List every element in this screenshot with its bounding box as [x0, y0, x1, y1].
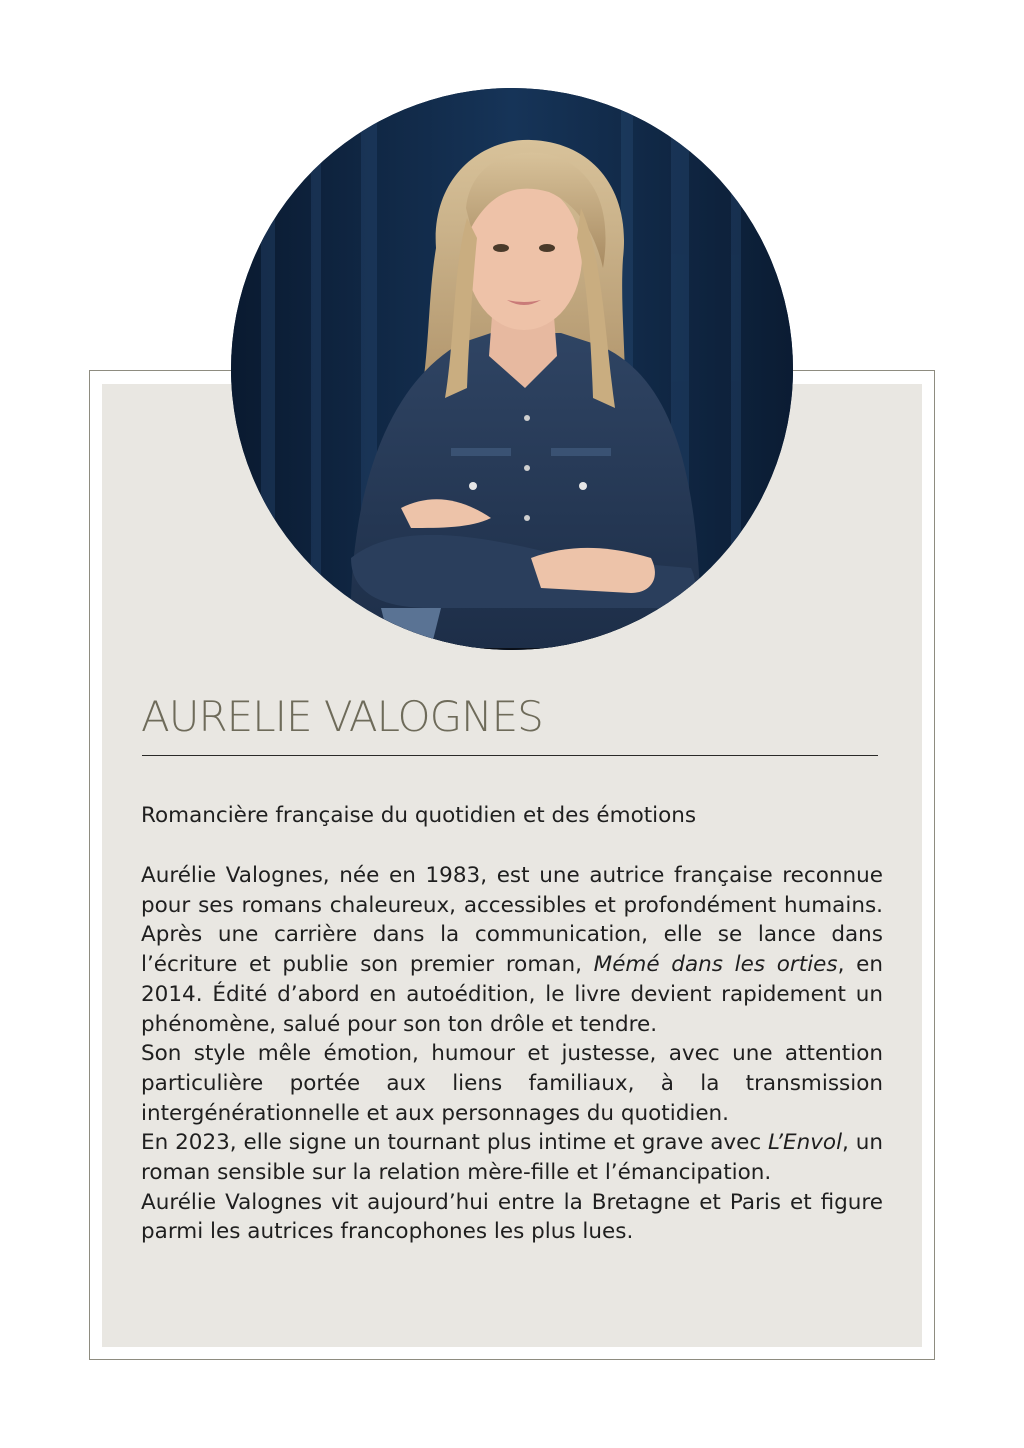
bio-text: En 2023, elle signe un tournant plus intime et grave avec — [141, 1130, 769, 1156]
bio-text: , un roman sensible sur la relation mère-fille et l’émancipation. — [141, 1130, 884, 1186]
book-title-lenvol: L’Envol — [768, 1130, 843, 1156]
heading-divider — [142, 755, 878, 756]
bio-text: , en 2014. Édité d’abord en autoédition, le livre devient rapidement un phénomène, salué pour son ton drôle et tendre. — [141, 952, 883, 1037]
author-portrait — [231, 88, 793, 650]
bio-paragraph-4: Aurélie Valognes vit aujourd’hui entre la Bretagne et Paris et figure parmi les autrices francophones les plus lues. — [141, 1189, 883, 1245]
bio-paragraph-2: Son style mêle émotion, humour et justesse, avec une attention particulière portée aux liens familiaux, à la transmission intergénérationnelle et aux personnages du quotidien. — [141, 1041, 883, 1126]
bio-text: Aurélie Valognes, née en 1983, est une autrice française reconnue pour ses romans chaleureux, accessibles et profondément humains. Après une carrière dans la communication, elle se lance dans l’écriture et publie son premier roman, — [141, 863, 883, 978]
author-name-heading: AURELIE VALOGNES — [141, 692, 543, 741]
book-title-meme-dans-les-orties: Mémé dans les orties — [593, 952, 838, 978]
bio-paragraph-1 — [141, 861, 883, 1039]
biography — [141, 861, 883, 1247]
author-subtitle: Romancière française du quotidien et des émotions — [141, 803, 697, 828]
bio-paragraph-3 — [141, 1128, 883, 1187]
